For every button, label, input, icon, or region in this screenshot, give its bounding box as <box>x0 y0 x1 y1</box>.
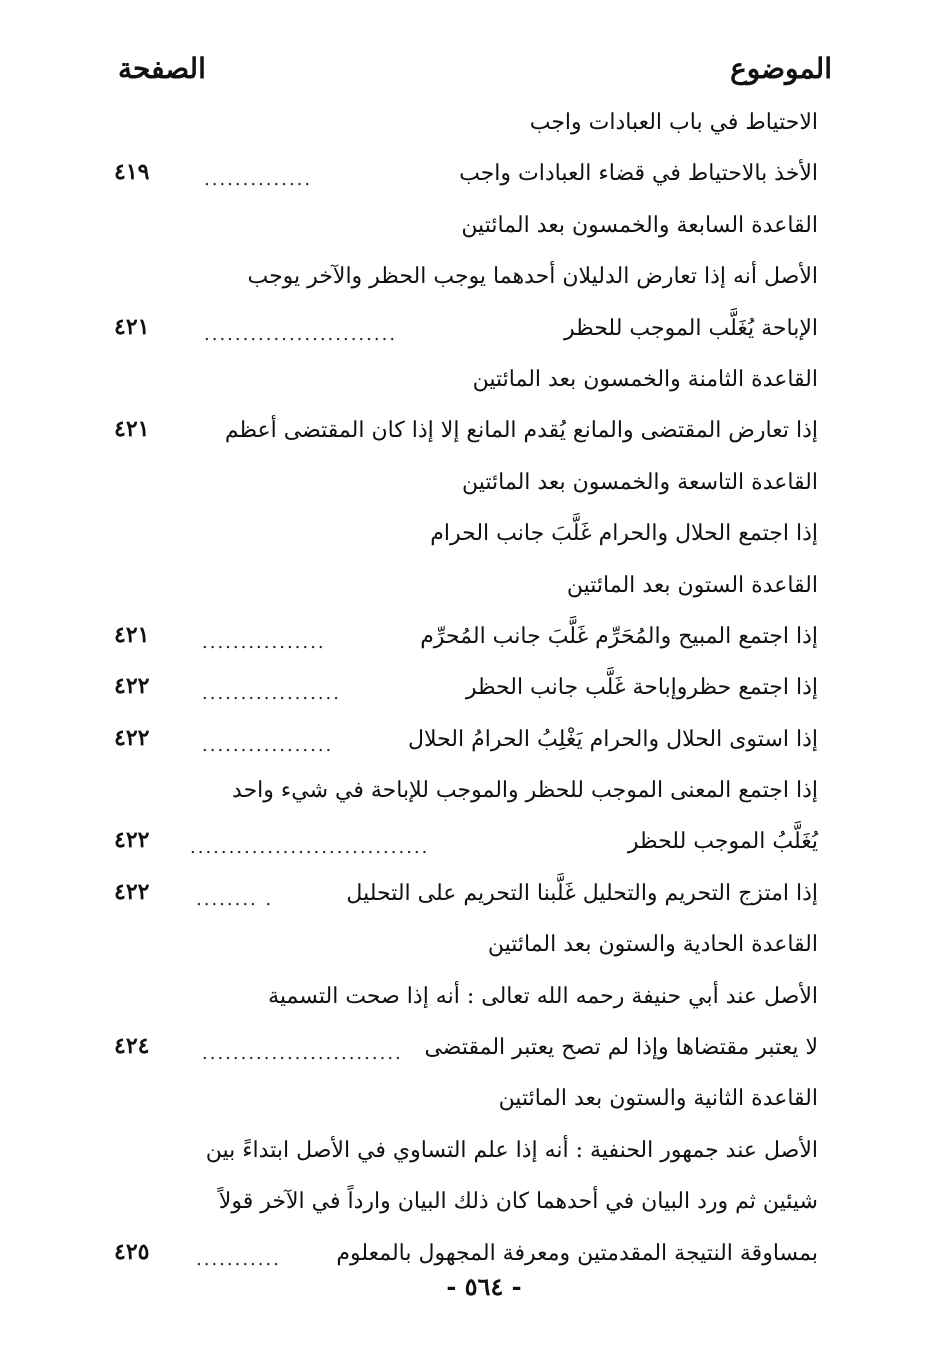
toc-entry <box>100 153 832 204</box>
entry-text: إذا تعارض المقتضى والمانع يُقدم المانع إلا إذا كان المقتضى أعظم <box>224 418 818 444</box>
toc-entry <box>100 667 832 718</box>
dot-leader: ................. <box>202 734 334 756</box>
entry-text: القاعدة الستون بعد المائتين <box>566 572 818 598</box>
toc-entry <box>100 1027 832 1078</box>
toc-entry <box>100 976 832 1027</box>
entry-text: الأصل عند جمهور الحنفية : أنه إذا علم التساوي في الأصل ابتداءً بين <box>205 1137 818 1163</box>
entry-text: لا يعتبر مقتضاها وإذا لم تصح يعتبر المقتضى <box>424 1035 818 1061</box>
toc-entry <box>100 821 832 872</box>
entry-text: القاعدة الحادية والستون بعد المائتين <box>487 932 818 958</box>
entry-text: القاعدة التاسعة والخمسون بعد المائتين <box>462 469 818 495</box>
entry-page-number: ٤٢١ <box>114 416 150 443</box>
entry-text: إذا اجتمع الحلال والحرام غَلَّبَ جانب الحرام <box>430 521 818 547</box>
dot-leader: ........ . <box>196 888 274 910</box>
toc-entry <box>100 565 832 616</box>
toc-entry <box>100 410 832 461</box>
toc-entry <box>100 308 832 359</box>
table-of-contents-header <box>110 52 832 96</box>
dot-leader: ......................... <box>204 323 398 345</box>
entry-text: الأصل أنه إذا تعارض الدليلان أحدهما يوجب الحظر والآخر يوجب <box>247 264 818 290</box>
page-column-heading: الصفحة <box>118 52 206 85</box>
entry-text: القاعدة الثامنة والخمسون بعد المائتين <box>472 366 818 392</box>
toc-entry <box>100 719 832 770</box>
entry-page-number: ٤٢٥ <box>114 1238 150 1265</box>
entry-text: الاحتياط في باب العبادات واجب <box>529 110 818 135</box>
toc-entry <box>100 616 832 667</box>
page-number: - ٥٦٤ - <box>446 1272 522 1301</box>
toc-entry <box>100 924 832 975</box>
page-footer <box>0 1272 928 1301</box>
dot-leader: ................ <box>202 631 326 653</box>
dot-leader: ........... <box>196 1248 281 1270</box>
entry-page-number: ٤٢٢ <box>114 878 150 905</box>
entry-page-number: ٤٢٢ <box>114 724 150 751</box>
toc-entry <box>100 462 832 513</box>
toc-entry <box>100 770 832 821</box>
entry-text: الأخذ بالاحتياط في قضاء العبادات واجب <box>459 161 818 187</box>
toc-entry <box>100 205 832 256</box>
entry-text: إذا اجتمع حظروإباحة غَلَّب جانب الحظر <box>465 675 818 701</box>
dot-leader: .................. <box>202 683 341 705</box>
entry-page-number: ٤٢١ <box>114 621 150 648</box>
toc-entry <box>100 102 832 153</box>
entry-text: القاعدة الثانية والستون بعد المائتين <box>498 1086 818 1112</box>
toc-entry <box>100 873 832 924</box>
toc-entries <box>100 102 832 1284</box>
toc-entry <box>100 513 832 564</box>
entry-text: يُغَلَّبُ الموجب للحظر <box>627 829 818 855</box>
entry-text: شيئين ثم ورد البيان في أحدهما كان ذلك البيان وارداً في الآخر قولاً <box>218 1189 818 1215</box>
entry-page-number: ٤١٩ <box>114 159 150 186</box>
entry-text: إذا امتزج التحريم والتحليل غَلَّبنا التحريم على التحليل <box>346 880 818 906</box>
dot-leader: ............................... <box>190 837 430 859</box>
topic-column-heading: الموضوع <box>730 52 832 85</box>
entry-text: الأصل عند أبي حنيفة رحمه الله تعالى : أنه إذا صحت التسمية <box>268 983 818 1009</box>
entry-text: إذا اجتمع المبيح والمُحَرِّم غَلَّبَ جانب المُحرِّم <box>420 623 818 649</box>
entry-page-number: ٤٢٢ <box>114 673 150 700</box>
toc-entry <box>100 1181 832 1232</box>
entry-text: إذا استوى الحلال والحرام يَغْلِبُ الحرامُ الحلال <box>407 726 818 752</box>
entry-page-number: ٤٢٤ <box>114 1033 150 1060</box>
entry-text: الإباحة يُغَلَّب الموجب للحظر <box>564 315 818 341</box>
dot-leader: .............. <box>204 169 313 191</box>
entry-text: بمساوقة النتيجة المقدمتين ومعرفة المجهول بالمعلوم <box>336 1240 818 1266</box>
dot-leader: .......................... <box>202 1043 403 1065</box>
entry-text: إذا اجتمع المعنى الموجب للحظر والموجب للإباحة في شيء واحد <box>232 778 818 804</box>
toc-entry <box>100 256 832 307</box>
toc-entry <box>100 1130 832 1181</box>
entry-page-number: ٤٢٢ <box>114 827 150 854</box>
entry-page-number: ٤٢١ <box>114 313 150 340</box>
entry-text: القاعدة السابعة والخمسون بعد المائتين <box>461 212 818 238</box>
toc-entry <box>100 359 832 410</box>
toc-entry <box>100 1078 832 1129</box>
